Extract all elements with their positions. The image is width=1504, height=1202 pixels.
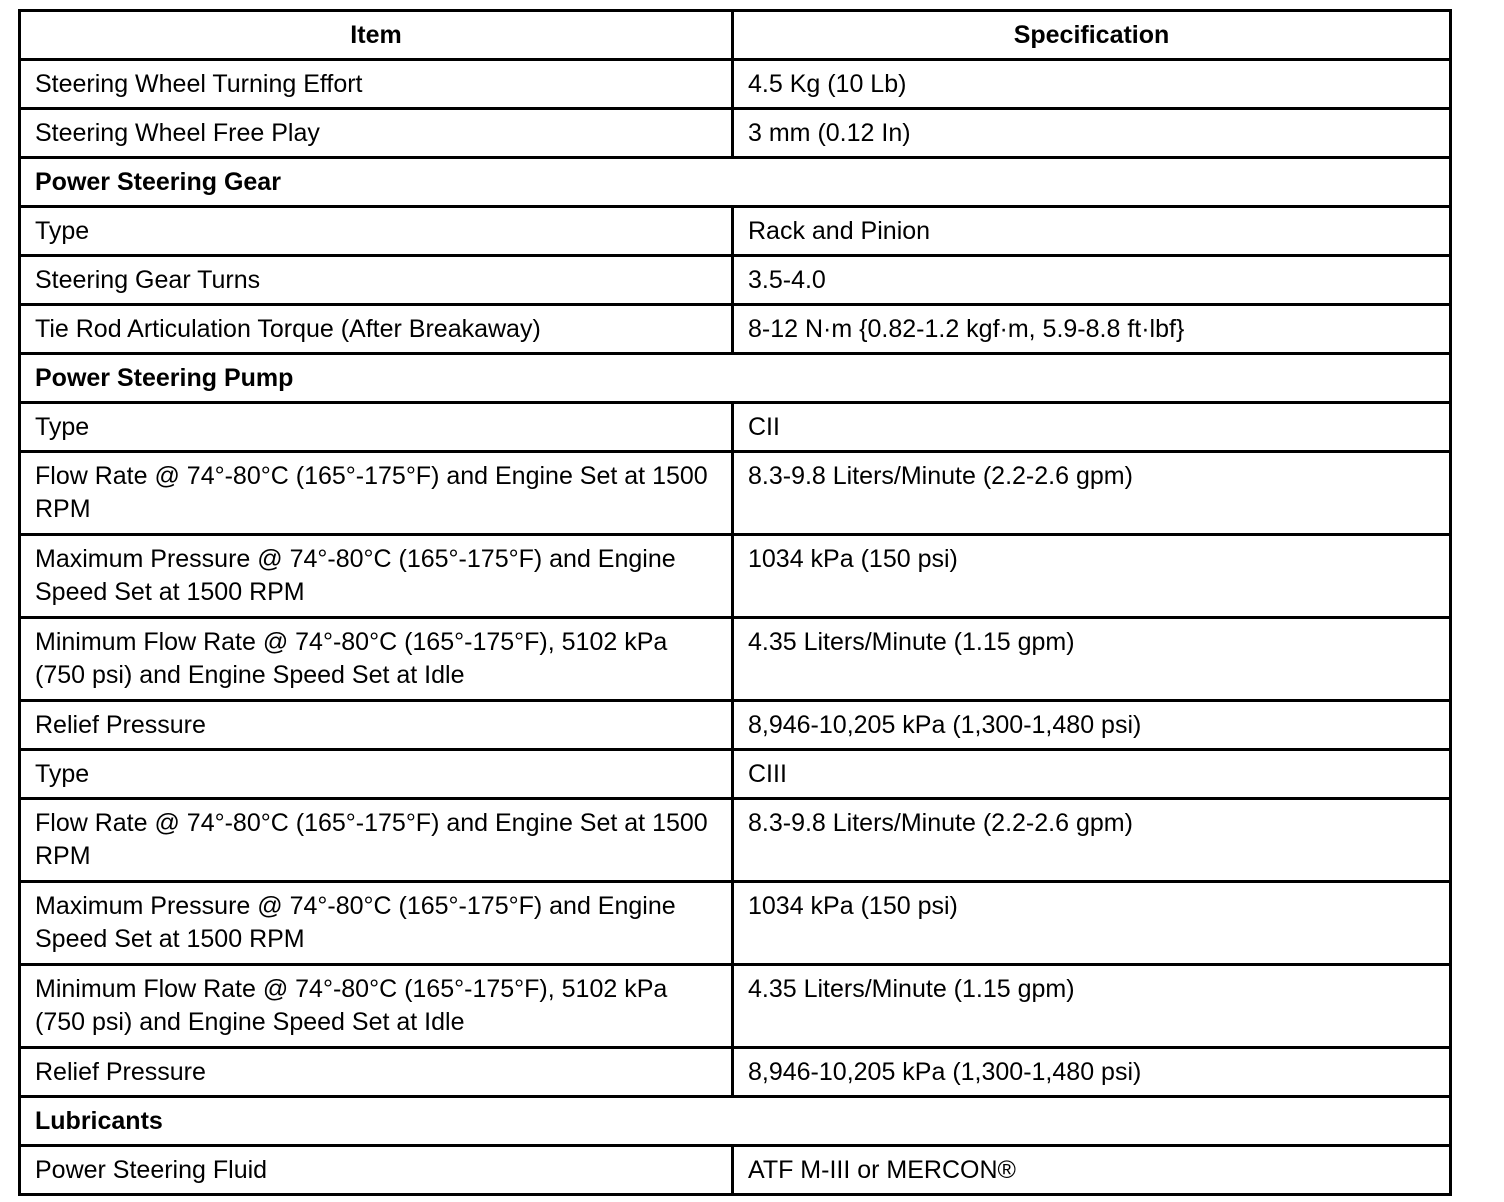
spec-cell: 3.5-4.0 (733, 256, 1451, 305)
table-row (20, 256, 1451, 305)
spec-cell: 8.3-9.8 Liters/Minute (2.2-2.6 gpm) (733, 799, 1451, 882)
spec-cell: 8,946-10,205 kPa (1,300-1,480 psi) (733, 1048, 1451, 1097)
spec-cell: 8,946-10,205 kPa (1,300-1,480 psi) (733, 701, 1451, 750)
section-row (20, 354, 1451, 403)
item-cell: Tie Rod Articulation Torque (After Breakaway) (20, 305, 733, 354)
item-cell: Type (20, 207, 733, 256)
item-cell: Relief Pressure (20, 1048, 733, 1097)
table-row (20, 701, 1451, 750)
spec-cell: ATF M-III or MERCON® (733, 1146, 1451, 1195)
spec-cell: 1034 kPa (150 psi) (733, 535, 1451, 618)
item-cell: Maximum Pressure @ 74°-80°C (165°-175°F) and Engine Speed Set at 1500 RPM (20, 535, 733, 618)
spec-cell: 4.35 Liters/Minute (1.15 gpm) (733, 965, 1451, 1048)
table-row (20, 452, 1451, 535)
table-row (20, 618, 1451, 701)
table-row (20, 535, 1451, 618)
spec-cell: 4.5 Kg (10 Lb) (733, 60, 1451, 109)
section-title: Power Steering Pump (20, 354, 1451, 403)
item-cell: Power Steering Fluid (20, 1146, 733, 1195)
table-header-row (20, 11, 1451, 60)
spec-cell: 4.35 Liters/Minute (1.15 gpm) (733, 618, 1451, 701)
spec-cell: 1034 kPa (150 psi) (733, 882, 1451, 965)
table-row (20, 305, 1451, 354)
item-cell: Steering Wheel Turning Effort (20, 60, 733, 109)
item-cell: Steering Gear Turns (20, 256, 733, 305)
spec-cell: Rack and Pinion (733, 207, 1451, 256)
table-row (20, 750, 1451, 799)
item-column-header: Item (20, 11, 733, 60)
specification-column-header: Specification (733, 11, 1451, 60)
item-cell: Minimum Flow Rate @ 74°-80°C (165°-175°F), 5102 kPa (750 psi) and Engine Speed Set at Idle (20, 618, 733, 701)
table-row (20, 799, 1451, 882)
table-row (20, 1048, 1451, 1097)
section-row (20, 1097, 1451, 1146)
item-cell: Steering Wheel Free Play (20, 109, 733, 158)
specification-table (18, 9, 1452, 1196)
item-cell: Flow Rate @ 74°-80°C (165°-175°F) and Engine Set at 1500 RPM (20, 799, 733, 882)
table-row (20, 965, 1451, 1048)
spec-cell: CIII (733, 750, 1451, 799)
table-row (20, 207, 1451, 256)
table-row (20, 1146, 1451, 1195)
item-cell: Maximum Pressure @ 74°-80°C (165°-175°F) and Engine Speed Set at 1500 RPM (20, 882, 733, 965)
section-title: Power Steering Gear (20, 158, 1451, 207)
table-row (20, 403, 1451, 452)
item-cell: Type (20, 403, 733, 452)
table-row (20, 882, 1451, 965)
table-row (20, 109, 1451, 158)
item-cell: Flow Rate @ 74°-80°C (165°-175°F) and Engine Set at 1500 RPM (20, 452, 733, 535)
item-cell: Type (20, 750, 733, 799)
spec-cell: 3 mm (0.12 In) (733, 109, 1451, 158)
section-title: Lubricants (20, 1097, 1451, 1146)
spec-cell: 8-12 N·m {0.82-1.2 kgf·m, 5.9-8.8 ft·lbf} (733, 305, 1451, 354)
section-row (20, 158, 1451, 207)
item-cell: Minimum Flow Rate @ 74°-80°C (165°-175°F), 5102 kPa (750 psi) and Engine Speed Set at Idle (20, 965, 733, 1048)
spec-cell: 8.3-9.8 Liters/Minute (2.2-2.6 gpm) (733, 452, 1451, 535)
spec-cell: CII (733, 403, 1451, 452)
item-cell: Relief Pressure (20, 701, 733, 750)
table-row (20, 60, 1451, 109)
